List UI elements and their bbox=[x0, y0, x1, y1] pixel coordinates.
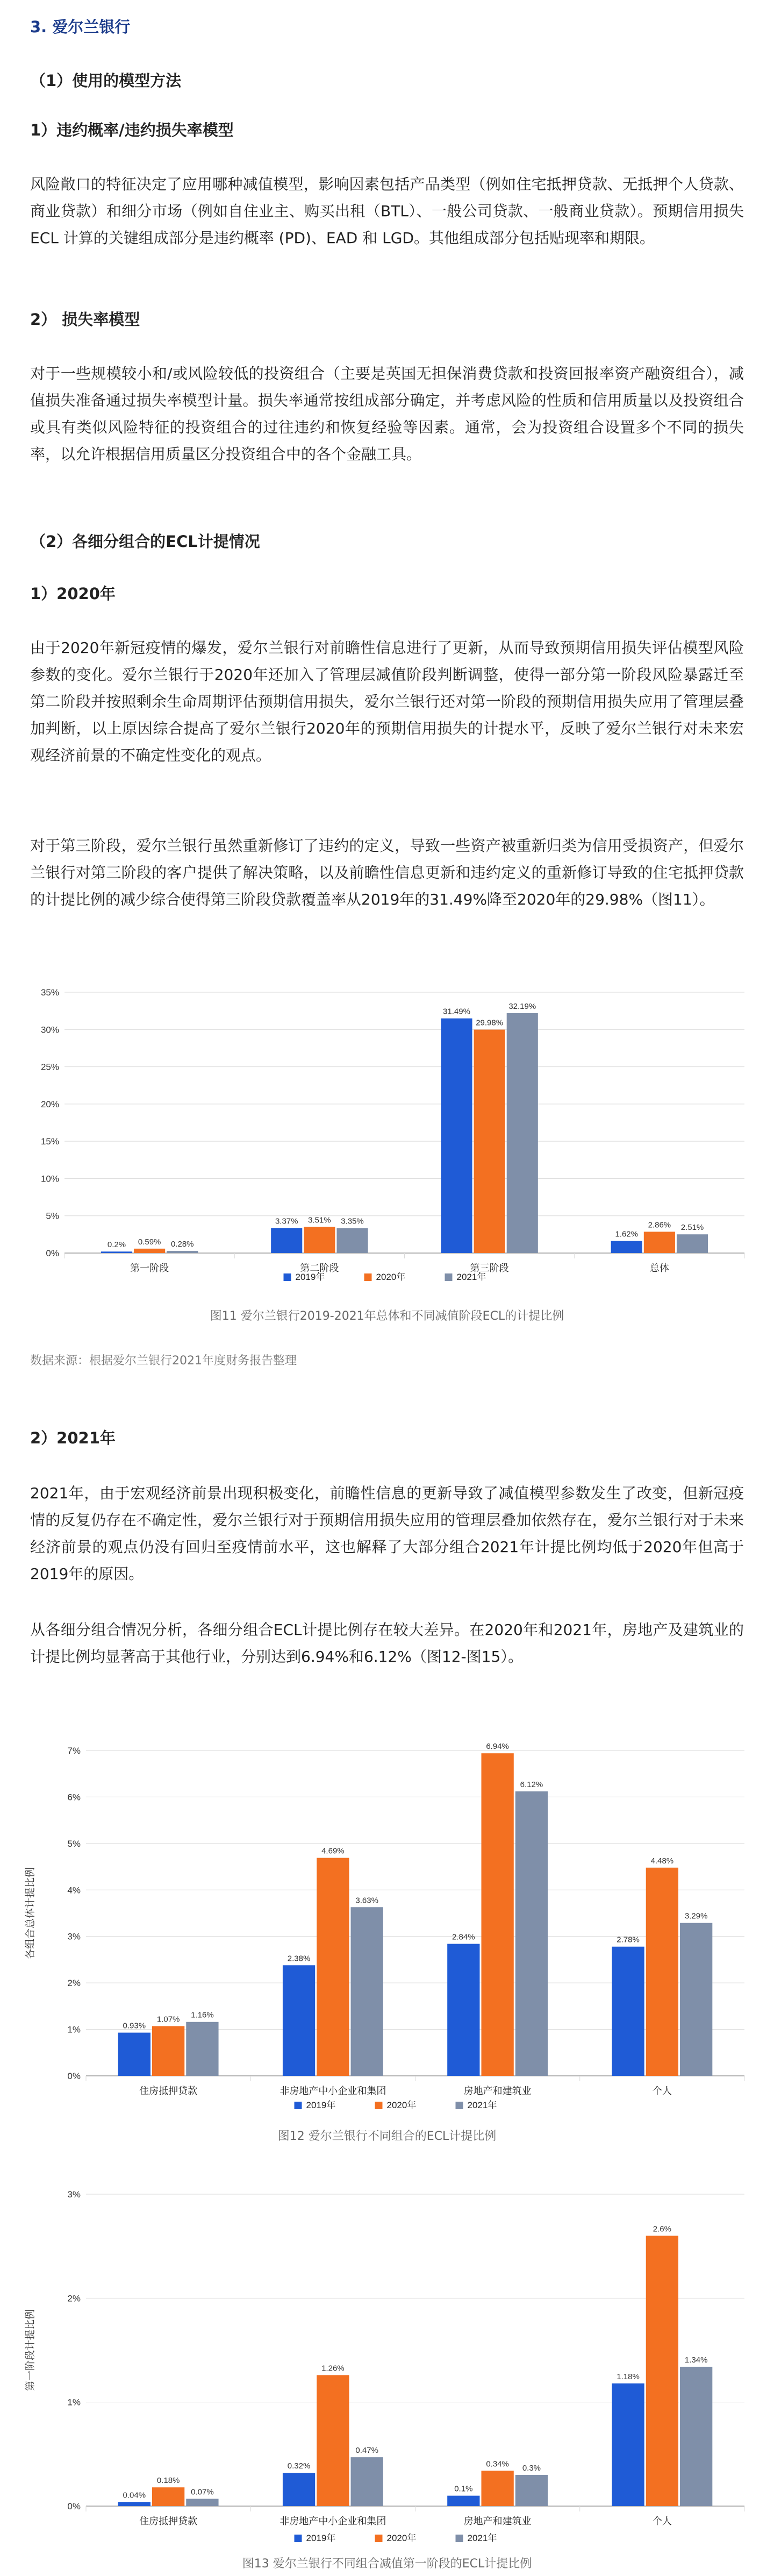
y-tick-label: 3% bbox=[67, 2189, 81, 2200]
bar-2019年-住房抵押贷款 bbox=[118, 2502, 150, 2506]
x-category-label: 个人 bbox=[652, 2086, 672, 2096]
data-label: 2.78% bbox=[617, 1935, 640, 1945]
bar-2020年-住房抵押贷款 bbox=[152, 2487, 184, 2506]
data-label: 1.26% bbox=[321, 2364, 345, 2373]
x-category-label: 第二阶段 bbox=[300, 1263, 339, 1273]
legend-label: 2019年 bbox=[306, 2533, 336, 2543]
legend-label: 2019年 bbox=[295, 1272, 325, 1282]
legend-swatch-2019年 bbox=[284, 1273, 291, 1281]
data-label: 3.51% bbox=[308, 1215, 331, 1225]
paragraph-pd-lgd: 风险敞口的特征决定了应用哪种减值模型，影响因素包括产品类型（例如住宅抵押贷款、无抵押个人贷款、商业贷款）和细分市场（例如自住业主、购买出租（BTL）、一般公司贷款、一般商业贷款）。预期信用损失ECL 计算的关键组成部分是违约概率 (PD)、EAD 和 LGD。其他组成部分包括贴现率和期限。 bbox=[30, 175, 744, 247]
bar-2020年-总体 bbox=[644, 1232, 675, 1253]
subsection-title-ecl-by-portfolio: （2）各细分组合的ECL计提情况 bbox=[30, 532, 260, 551]
y-axis-title: 第一阶段计提比例 bbox=[25, 2309, 36, 2392]
bar-2020年-房地产和建筑业 bbox=[481, 2471, 513, 2506]
data-label: 6.12% bbox=[520, 1780, 543, 1790]
legend-swatch-2020年 bbox=[375, 2535, 383, 2542]
section-title: 3. 爱尔兰银行 bbox=[30, 18, 131, 36]
x-category-label: 第一阶段 bbox=[130, 1263, 169, 1273]
bar-2019年-第二阶段 bbox=[271, 1228, 302, 1253]
subsection-title-loss-rate: 2） 损失率模型 bbox=[30, 310, 140, 329]
bar-2020年-个人 bbox=[646, 2236, 678, 2506]
bar-2019年-房地产和建筑业 bbox=[447, 2496, 479, 2506]
y-tick-label: 5% bbox=[46, 1211, 59, 1221]
legend-swatch-2020年 bbox=[364, 1273, 372, 1281]
bar-2021年-个人 bbox=[680, 1923, 712, 2076]
bar-2019年-第三阶段 bbox=[441, 1019, 472, 1253]
legend-label: 2021年 bbox=[467, 2100, 497, 2110]
x-category-label: 第三阶段 bbox=[470, 1263, 509, 1273]
data-label: 4.48% bbox=[650, 1856, 674, 1866]
data-label: 0.28% bbox=[170, 1240, 194, 1249]
figure-11-caption: 图11 爱尔兰银行2019-2021年总体和不同减值阶段ECL的计提比例 bbox=[210, 1310, 564, 1323]
figure-11-chart bbox=[22, 973, 752, 1296]
bar-2019年-非房地产中小企业和集团 bbox=[283, 1965, 315, 2076]
data-label: 0.93% bbox=[123, 2021, 146, 2031]
bar-2019年-住房抵押贷款 bbox=[118, 2033, 150, 2076]
data-label: 0.47% bbox=[355, 2446, 378, 2456]
x-category-label: 非房地产中小企业和集团 bbox=[280, 2086, 386, 2096]
x-category-label: 房地产和建筑业 bbox=[463, 2516, 532, 2527]
y-tick-label: 25% bbox=[40, 1062, 59, 1072]
figure-11-source: 数据来源：根据爱尔兰银行2021年度财务报告整理 bbox=[30, 1354, 297, 1368]
y-tick-label: 6% bbox=[67, 1792, 81, 1803]
data-label: 2.6% bbox=[653, 2224, 671, 2234]
bar-2020年-个人 bbox=[646, 1868, 678, 2076]
data-label: 0.2% bbox=[107, 1240, 126, 1250]
legend-label: 2020年 bbox=[386, 2100, 417, 2110]
y-tick-label: 1% bbox=[67, 2397, 81, 2408]
legend-label: 2021年 bbox=[467, 2533, 497, 2543]
y-tick-label: 2% bbox=[67, 1978, 81, 1989]
y-tick-label: 2% bbox=[67, 2293, 81, 2304]
bar-2019年-非房地产中小企业和集团 bbox=[283, 2473, 315, 2506]
legend-label: 2019年 bbox=[306, 2100, 336, 2110]
paragraph-loss-rate: 对于一些规模较小和/或风险较低的投资组合（主要是英国无担保消费贷款和投资回报率资产融资组合），减值损失准备通过损失率模型计量。损失率通常按组成部分确定，并考虑风险的性质和信用质量以及投资组合或具有类似风险特征的投资组合的过往违约和恢复经验等因素。通常，会为投资组合设置多个不同的损失率，以允许根据信用质量区分投资组合中的各个金融工具。 bbox=[30, 365, 744, 463]
data-label: 3.35% bbox=[341, 1216, 364, 1226]
data-label: 1.62% bbox=[615, 1229, 639, 1239]
data-label: 1.16% bbox=[191, 2010, 214, 2020]
legend-label: 2021年 bbox=[456, 1272, 486, 1282]
bar-2020年-非房地产中小企业和集团 bbox=[317, 2375, 349, 2506]
bar-2019年-个人 bbox=[612, 1947, 644, 2076]
y-tick-label: 3% bbox=[67, 1931, 81, 1942]
y-tick-label: 10% bbox=[40, 1173, 59, 1184]
subsection-title-pd-lgd: 1）违约概率/违约损失率模型 bbox=[30, 121, 234, 139]
bar-2021年-住房抵押贷款 bbox=[186, 2022, 218, 2076]
bar-2019年-总体 bbox=[611, 1241, 642, 1253]
subsection-title-2020: 1）2020年 bbox=[30, 585, 116, 603]
bar-2021年-个人 bbox=[680, 2367, 712, 2506]
bar-2021年-第二阶段 bbox=[336, 1228, 368, 1253]
data-label: 2.86% bbox=[648, 1220, 671, 1230]
x-category-label: 住房抵押贷款 bbox=[139, 2516, 198, 2527]
legend-label: 2020年 bbox=[376, 1272, 406, 1282]
paragraph-portfolio-analysis: 从各细分组合情况分析，各细分组合ECL计提比例存在较大差异。在2020年和2021年，房地产及建筑业的计提比例均显著高于其他行业，分别达到6.94%和6.12%（图12-图15）。 bbox=[30, 1621, 744, 1666]
bar-2020年-房地产和建筑业 bbox=[481, 1753, 513, 2076]
legend-swatch-2020年 bbox=[375, 2102, 383, 2109]
bar-2021年-住房抵押贷款 bbox=[186, 2499, 218, 2506]
legend-swatch-2021年 bbox=[456, 2102, 463, 2109]
data-label: 3.37% bbox=[275, 1216, 298, 1226]
x-category-label: 个人 bbox=[652, 2516, 672, 2527]
y-tick-label: 20% bbox=[40, 1099, 59, 1109]
bar-2020年-住房抵押贷款 bbox=[152, 2026, 184, 2076]
data-label: 2.84% bbox=[452, 1932, 475, 1942]
figure-13-caption: 图13 爱尔兰银行不同组合减值第一阶段的ECL计提比例 bbox=[242, 2557, 532, 2571]
data-label: 6.94% bbox=[486, 1742, 509, 1752]
bar-2019年-个人 bbox=[612, 2383, 644, 2506]
bar-2021年-房地产和建筑业 bbox=[515, 2475, 548, 2506]
y-tick-label: 35% bbox=[40, 987, 59, 998]
bar-2021年-第一阶段 bbox=[167, 1251, 198, 1253]
paragraph-2021-impact: 2021年，由于宏观经济前景出现积极变化，前瞻性信息的更新导致了减值模型参数发生了改变，但新冠疫情的反复仍存在不确定性，爱尔兰银行对于预期信用损失应用的管理层叠加依然存在，爱尔兰银行对于未来经济前景的观点仍没有回归至疫情前水平，这也解释了大部分组合2021年计提比例均低于2020年但高于2019年的原因。 bbox=[30, 1484, 744, 1583]
data-label: 29.98% bbox=[476, 1018, 504, 1028]
bar-2021年-房地产和建筑业 bbox=[515, 1791, 548, 2076]
paragraph-stage3: 对于第三阶段，爱尔兰银行虽然重新修订了违约的定义，导致一些资产被重新归类为信用受损资产，但爱尔兰银行对第三阶段的客户提供了解决策略，以及前瞻性信息更新和违约定义的重新修订导致的住宅抵押贷款的计提比例的减少综合使得第三阶段贷款覆盖率从2019年的31.49%降至2020年的29.98%（图11）。 bbox=[30, 837, 744, 908]
y-tick-label: 0% bbox=[46, 1248, 59, 1258]
figure-13-chart bbox=[22, 2173, 752, 2557]
y-tick-label: 4% bbox=[67, 1885, 81, 1896]
bar-2021年-非房地产中小企业和集团 bbox=[351, 1907, 383, 2076]
x-category-label: 房地产和建筑业 bbox=[463, 2086, 532, 2096]
data-label: 0.32% bbox=[287, 2461, 311, 2471]
bar-2020年-非房地产中小企业和集团 bbox=[317, 1858, 349, 2076]
data-label: 31.49% bbox=[443, 1007, 470, 1016]
data-label: 3.63% bbox=[355, 1896, 378, 1905]
data-label: 32.19% bbox=[508, 1001, 536, 1011]
subsection-title-2021: 2）2021年 bbox=[30, 1429, 116, 1447]
figure-12-caption: 图12 爱尔兰银行不同组合的ECL计提比例 bbox=[277, 2130, 497, 2143]
bar-2021年-总体 bbox=[677, 1234, 708, 1253]
legend-swatch-2019年 bbox=[295, 2102, 302, 2109]
legend-swatch-2021年 bbox=[445, 1273, 453, 1281]
y-tick-label: 30% bbox=[40, 1024, 59, 1035]
y-axis-title: 各组合总体计提比例 bbox=[25, 1867, 36, 1960]
data-label: 1.34% bbox=[684, 2355, 708, 2365]
data-label: 0.3% bbox=[522, 2464, 541, 2473]
x-category-label: 总体 bbox=[649, 1263, 669, 1273]
legend-swatch-2019年 bbox=[295, 2535, 302, 2542]
data-label: 0.34% bbox=[486, 2459, 509, 2469]
y-tick-label: 0% bbox=[67, 2501, 81, 2511]
data-label: 0.59% bbox=[138, 1237, 161, 1247]
paragraph-2020-impact: 由于2020年新冠疫情的爆发，爱尔兰银行对前瞻性信息进行了更新，从而导致预期信用损失评估模型风险参数的变化。爱尔兰银行于2020年还加入了管理层减值阶段判断调整，使得一部分第一阶段风险暴露迁至第二阶段并按照剩余生命周期评估预期信用损失，爱尔兰银行还对第一阶段的预期信用损失应用了管理层叠加判断，以上原因综合提高了爱尔兰银行2020年的预期信用损失的计提水平，反映了爱尔兰银行对未来宏观经济前景的不确定性变化的观点。 bbox=[30, 639, 744, 764]
data-label: 1.18% bbox=[617, 2372, 640, 2381]
bar-2020年-第一阶段 bbox=[134, 1249, 165, 1253]
legend-label: 2020年 bbox=[386, 2533, 417, 2543]
y-tick-label: 7% bbox=[67, 1746, 81, 1756]
data-label: 2.51% bbox=[680, 1223, 704, 1233]
y-tick-label: 15% bbox=[40, 1136, 59, 1147]
data-label: 4.69% bbox=[321, 1846, 345, 1856]
y-tick-label: 0% bbox=[67, 2071, 81, 2081]
data-label: 0.18% bbox=[156, 2476, 180, 2486]
bar-2021年-第三阶段 bbox=[507, 1013, 538, 1253]
bar-2019年-第一阶段 bbox=[101, 1251, 132, 1253]
legend-swatch-2021年 bbox=[456, 2535, 463, 2542]
data-label: 0.07% bbox=[191, 2487, 214, 2497]
x-category-label: 住房抵押贷款 bbox=[139, 2086, 198, 2096]
data-label: 1.07% bbox=[156, 2015, 180, 2024]
bar-2020年-第二阶段 bbox=[304, 1227, 335, 1253]
data-label: 0.04% bbox=[123, 2490, 146, 2500]
bar-2020年-第三阶段 bbox=[474, 1030, 505, 1253]
bar-2021年-非房地产中小企业和集团 bbox=[351, 2457, 383, 2506]
data-label: 2.38% bbox=[287, 1954, 311, 1963]
subsection-title-model-methods: （1）使用的模型方法 bbox=[30, 72, 182, 90]
y-tick-label: 1% bbox=[67, 2024, 81, 2035]
data-label: 3.29% bbox=[684, 1911, 708, 1921]
data-label: 0.1% bbox=[454, 2484, 473, 2494]
x-category-label: 非房地产中小企业和集团 bbox=[280, 2516, 386, 2527]
bar-2019年-房地产和建筑业 bbox=[447, 1944, 479, 2076]
y-tick-label: 5% bbox=[67, 1838, 81, 1849]
figure-12-chart bbox=[22, 1732, 752, 2124]
